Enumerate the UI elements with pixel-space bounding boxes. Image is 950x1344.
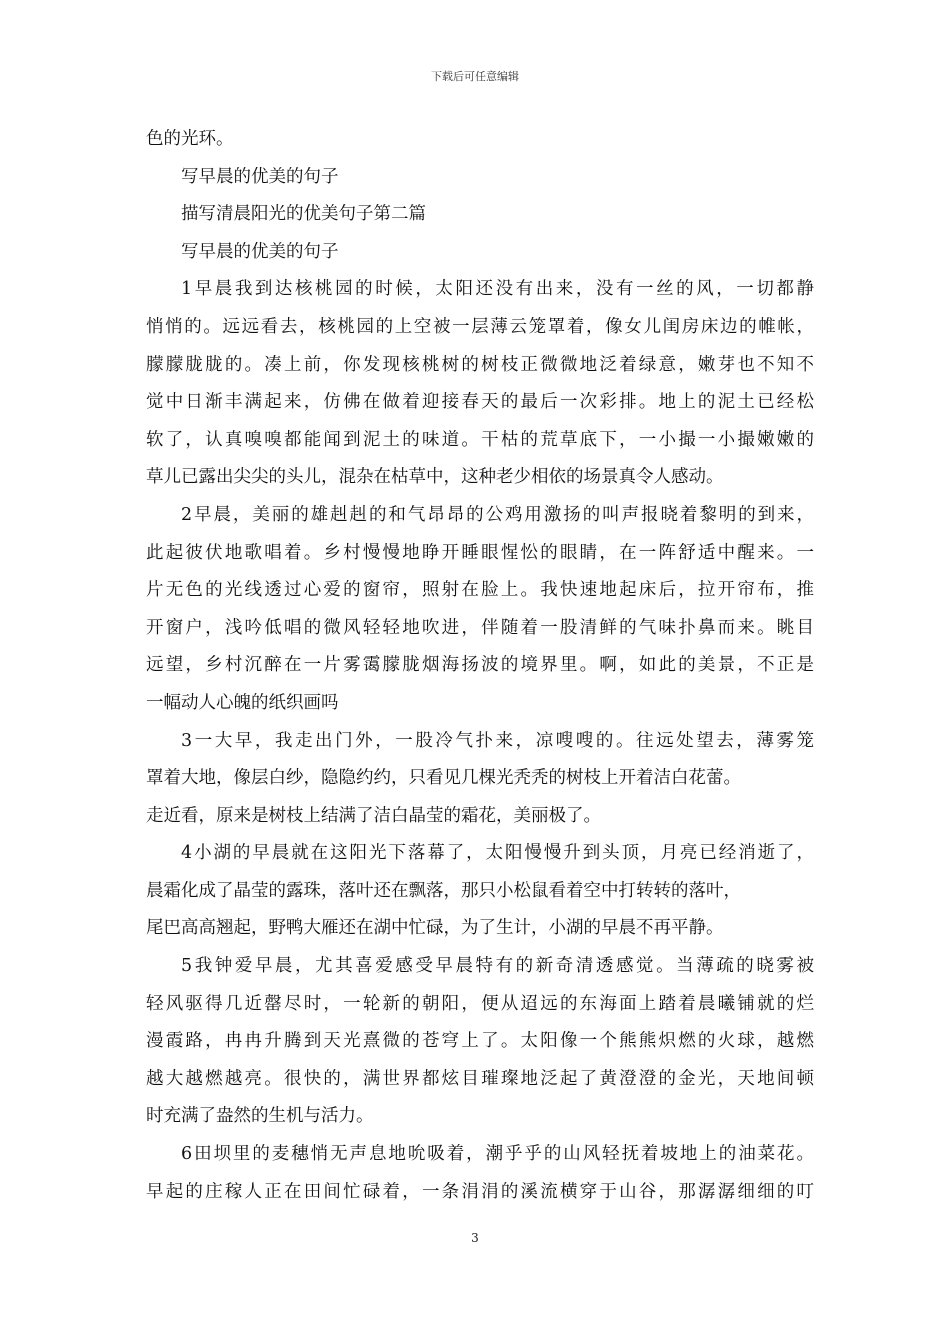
text-line: 罩着大地，像层白纱，隐隐约约，只看见几棵光秃秃的树枝上开着洁白花蕾。 [146,768,741,789]
text-line: 开窗户，浅吟低唱的微风轻轻地吹进，伴随着一股清鲜的气味扑鼻而来。眺目 [146,617,814,638]
text-line: 尾巴高高翘起，野鸭大雁还在湖中忙碌，为了生计，小湖的早晨不再平静。 [146,918,724,939]
text-line: 3一大早，我走出门外，一股冷气扑来，凉嗖嗖的。往远处望去，薄雾笼 [181,730,814,751]
text-line: 片无色的光线透过心爱的窗帘，照射在脸上。我快速地起床后，拉开帘布，推 [146,580,814,601]
text-line: 觉中日渐丰满起来，仿佛在做着迎接春天的最后一次彩排。地上的泥土已经松 [146,392,814,413]
text-line: 软了，认真嗅嗅都能闻到泥土的味道。干枯的荒草底下，一小撮一小撮嫩嫩的 [146,429,814,450]
text-line: 朦朦胧胧的。凑上前，你发现核桃树的树枝正微微地泛着绿意，嫩芽也不知不 [146,354,814,375]
text-line: 早起的庄稼人正在田间忙碌着，一条涓涓的溪流横穿于山谷，那潺潺细细的叮 [146,1181,814,1202]
text-line: 远望，乡村沉醉在一片雾霭朦胧烟海扬波的境界里。啊，如此的美景，不正是 [146,655,814,676]
text-line: 6田坝里的麦穗悄无声息地吮吸着，潮乎乎的山风轻抚着坡地上的油菜花。 [181,1144,814,1165]
text-line: 4小湖的早晨就在这阳光下落幕了，太阳慢慢升到头顶，月亮已经消逝了， [181,843,814,864]
text-line: 此起彼伏地歌唱着。乡村慢慢地睁开睡眼惺忪的眼睛，在一阵舒适中醒来。一 [146,542,814,563]
text-line: 时充满了盎然的生机与活力。 [146,1106,374,1127]
text-line: 5我钟爱早晨，尤其喜爱感受早晨特有的新奇清透感觉。当薄疏的晓雾被 [181,956,814,977]
document-body [146,121,814,1211]
text-line: 1早晨我到达核桃园的时候，太阳还没有出来，没有一丝的风，一切都静 [181,279,814,300]
text-line: 色的光环。 [146,129,234,149]
page-header: 下载后可任意编辑 [431,70,519,83]
text-line: 悄悄的。远远看去，核桃园的上空被一层薄云笼罩着，像女儿闺房床边的帷帐， [146,316,814,337]
text-line: 描写清晨阳光的优美句子第二篇 [181,204,426,225]
text-line: 写早晨的优美的句子 [181,166,339,187]
page-number: 3 [471,1231,479,1245]
text-line: 轻风驱得几近罄尽时，一轮新的朝阳，便从迢远的东海面上踏着晨曦铺就的烂 [146,993,814,1014]
text-line: 越大越燃越亮。很快的，满世界都炫目璀璨地泛起了黄澄澄的金光，天地间顿 [146,1068,814,1089]
text-line: 一幅动人心魄的纸织画吗 [146,692,339,713]
text-line: 走近看，原来是树枝上结满了洁白晶莹的霜花，美丽极了。 [146,805,601,826]
text-line: 草儿已露出尖尖的头儿，混杂在枯草中，这种老少相依的场景真令人感动。 [146,467,724,488]
text-line: 晨霜化成了晶莹的露珠，落叶还在飘落，那只小松鼠看着空中打转转的落叶， [146,880,741,901]
text-line: 2早晨，美丽的雄赳赳的和气昂昂的公鸡用激扬的叫声报晓着黎明的到来， [181,504,814,525]
text-line: 写早晨的优美的句子 [181,241,339,262]
text-line: 漫霞路，冉冉升腾到天光熹微的苍穹上了。太阳像一个熊熊炽燃的火球，越燃 [146,1031,814,1052]
